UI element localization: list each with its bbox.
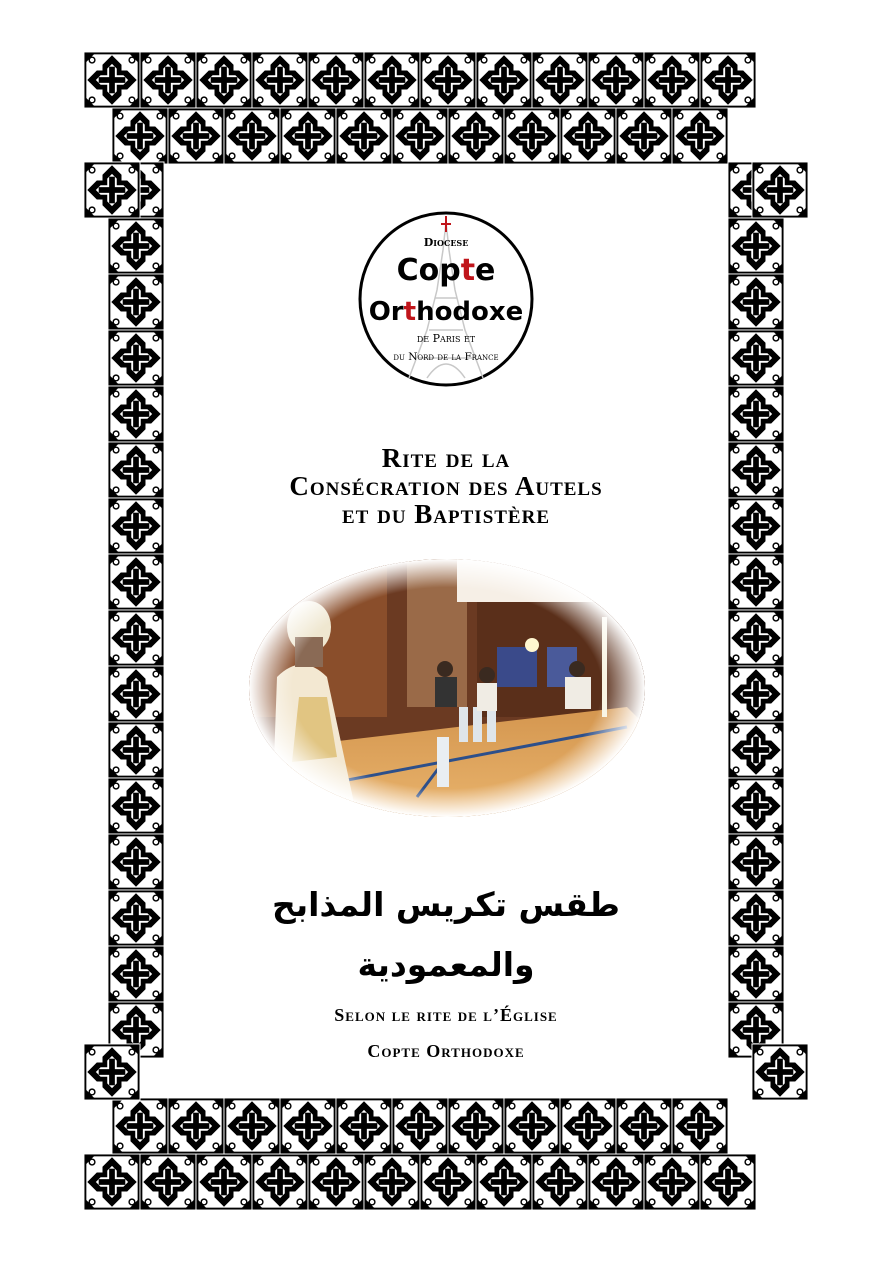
subtitle-line1: Selon le rite de l’Église [334, 1005, 558, 1025]
border-tile-right [728, 722, 785, 779]
border-tile-left [108, 778, 165, 835]
arabic-title-line2: والمعمودية [357, 945, 535, 984]
border-tile-left [108, 610, 165, 667]
title-line2: Consécration des Autels [289, 471, 603, 501]
border-tile-bottom [644, 1154, 701, 1211]
border-tile-top [588, 52, 645, 109]
logo-line2-a: Cop [396, 253, 461, 288]
border-tile-top [252, 52, 309, 109]
subtitle-line2: Copte Orthodoxe [367, 1041, 525, 1061]
border-tile-left [108, 330, 165, 387]
border-tile-bottom [504, 1098, 561, 1155]
logo-line2-b: t [460, 253, 476, 288]
diocese-logo [357, 210, 535, 388]
border-tile-right [728, 386, 785, 443]
border-tile-top [700, 52, 757, 109]
border-tile-bottom [168, 1098, 225, 1155]
logo-line4: de Paris et [416, 332, 476, 345]
logo-line3-a: Or [368, 297, 404, 327]
arabic-title-line1: طقس تكريس المذابح [272, 885, 620, 924]
border-tile-corner [84, 162, 141, 219]
document-title [0, 444, 892, 528]
border-tile-top [672, 108, 729, 165]
border-tile-bottom [448, 1098, 505, 1155]
border-tile-top [84, 52, 141, 109]
border-tile-top [392, 108, 449, 165]
border-tile-bottom [364, 1154, 421, 1211]
border-tile-right [728, 554, 785, 611]
svg-text:Orthodoxe [369, 297, 524, 327]
border-tile-top [308, 52, 365, 109]
border-tile-top [532, 52, 589, 109]
border-tile-bottom [532, 1154, 589, 1211]
border-tile-left [108, 666, 165, 723]
border-tile-right [728, 778, 785, 835]
border-tile-bottom [308, 1154, 365, 1211]
border-tile-bottom [336, 1098, 393, 1155]
border-tile-right [728, 218, 785, 275]
border-tile-top [112, 108, 169, 165]
border-tile-left [108, 274, 165, 331]
border-tile-top [644, 52, 701, 109]
border-tile-top [448, 108, 505, 165]
border-tile-right [728, 330, 785, 387]
border-tile-bottom [476, 1154, 533, 1211]
border-tile-bottom [140, 1154, 197, 1211]
border-tile-top [168, 108, 225, 165]
border-tile-left [108, 386, 165, 443]
border-tile-top [140, 52, 197, 109]
logo-line3-c: hodoxe [416, 297, 524, 327]
border-tile-bottom [588, 1154, 645, 1211]
border-tile-left [108, 722, 165, 779]
border-tile-bottom [420, 1154, 477, 1211]
border-tile-right [728, 274, 785, 331]
logo-line2-c: e [475, 253, 496, 288]
border-tile-bottom [112, 1098, 169, 1155]
border-tile-top [476, 52, 533, 109]
border-tile-corner [752, 162, 809, 219]
border-tile-bottom [672, 1098, 729, 1155]
title-line3: et du Baptistère [342, 499, 550, 529]
logo-line1: Diocese [423, 236, 469, 249]
border-tile-top [280, 108, 337, 165]
border-tile-right [728, 610, 785, 667]
border-tile-top [336, 108, 393, 165]
border-tile-bottom [700, 1154, 757, 1211]
border-tile-bottom [560, 1098, 617, 1155]
title-line1: Rite de la [381, 443, 511, 473]
photo-image [247, 557, 647, 819]
border-tile-bottom [252, 1154, 309, 1211]
border-tile-right [728, 666, 785, 723]
border-tile-left [108, 218, 165, 275]
border-tile-top [196, 52, 253, 109]
border-tile-top [560, 108, 617, 165]
border-tile-top [420, 52, 477, 109]
border-tile-right [728, 834, 785, 891]
border-tile-top [504, 108, 561, 165]
svg-text:Copte [397, 253, 496, 288]
border-tile-bottom [616, 1098, 673, 1155]
logo-line5: du Nord de la France [393, 351, 499, 363]
border-tile-bottom [84, 1154, 141, 1211]
border-tile-bottom [280, 1098, 337, 1155]
border-tile-top [224, 108, 281, 165]
logo-line3-b: t [403, 297, 417, 327]
border-tile-bottom [392, 1098, 449, 1155]
border-tile-bottom [196, 1154, 253, 1211]
border-tile-top [364, 52, 421, 109]
border-tile-left [108, 834, 165, 891]
border-tile-top [616, 108, 673, 165]
border-tile-left [108, 554, 165, 611]
border-tile-bottom [224, 1098, 281, 1155]
